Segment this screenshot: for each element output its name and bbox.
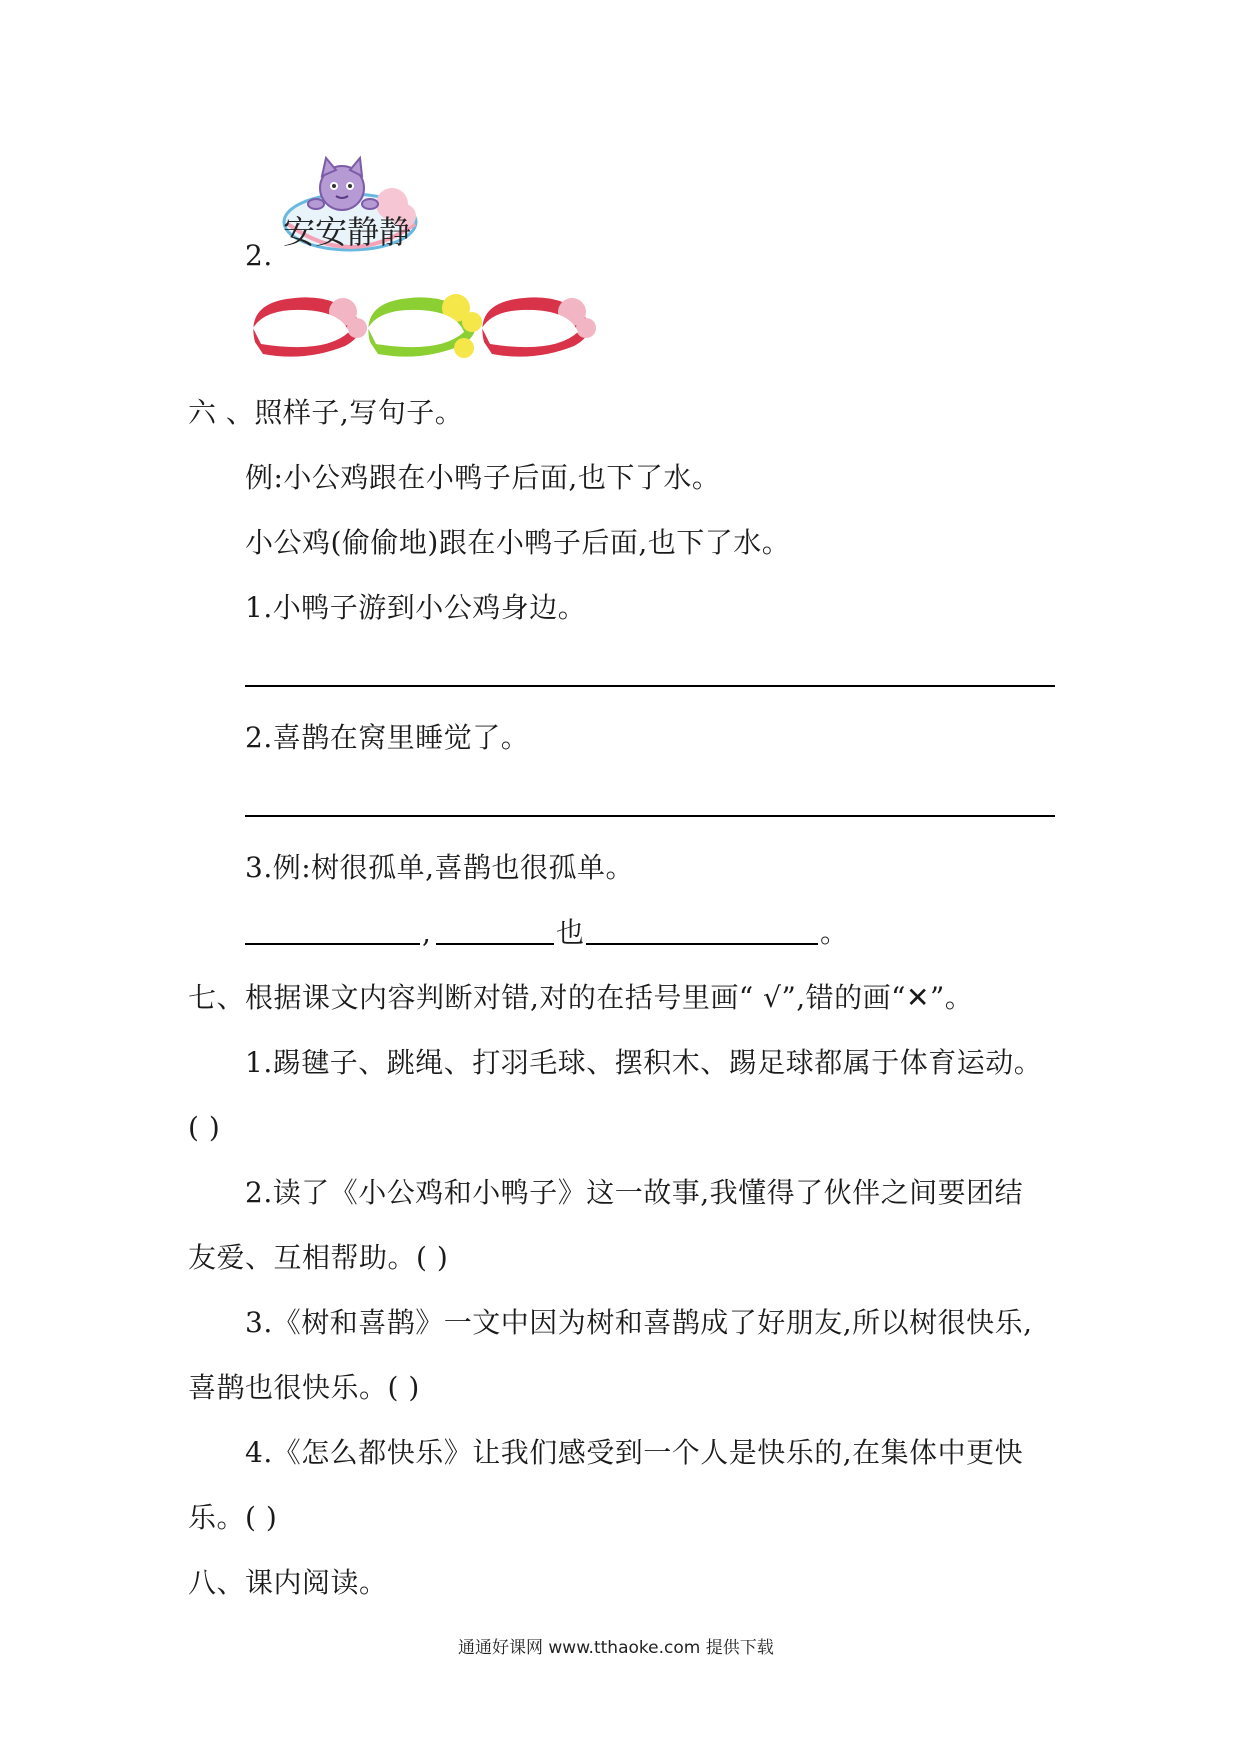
answer-line-1[interactable] bbox=[245, 685, 1055, 687]
fill-blank-1[interactable] bbox=[245, 943, 420, 945]
section-7-item-4-line-1: 4.《怎么都快乐》让我们感受到一个人是快乐的,在集体中更快 bbox=[245, 1436, 1024, 1469]
fill-blank-3[interactable] bbox=[586, 943, 818, 945]
fill-blank-2[interactable] bbox=[436, 943, 554, 945]
question-number-2: 2. bbox=[245, 239, 273, 272]
section-6-example-expanded: 小公鸡(偷偷地)跟在小鸭子后面,也下了水。 bbox=[245, 526, 791, 559]
answer-line-2[interactable] bbox=[245, 815, 1055, 817]
fill-also: 也 bbox=[556, 916, 585, 949]
section-7-item-3-line-1: 3.《树和喜鹊》一文中因为树和喜鹊成了好朋友,所以树很快乐, bbox=[245, 1306, 1033, 1339]
red-cloud-blank-1 bbox=[245, 292, 365, 364]
section-6-example-original: 例:小公鸡跟在小鸭子后面,也下了水。 bbox=[245, 461, 721, 494]
section-7-heading: 七、根据课文内容判断对错,对的在括号里画“ √”,错的画“✕”。 bbox=[188, 981, 974, 1014]
section-6-item-3: 3.例:树很孤单,喜鹊也很孤单。 bbox=[245, 851, 635, 884]
section-7-item-2-line-1: 2.读了《小公鸡和小鸭子》这一故事,我懂得了伙伴之间要团结 bbox=[245, 1176, 1024, 1209]
section-6-item-1: 1.小鸭子游到小公鸡身边。 bbox=[245, 591, 587, 624]
section-7-item-3-line-2[interactable]: 喜鹊也很快乐。( ) bbox=[188, 1371, 420, 1404]
section-6-heading: 六 、照样子,写句子。 bbox=[188, 396, 464, 429]
fill-comma: , bbox=[422, 916, 432, 949]
cat-cloud-word: 安安静静 bbox=[283, 213, 412, 251]
section-7-item-1-line-1: 1.踢毽子、跳绳、打羽毛球、摆积木、踢足球都属于体育运动。 bbox=[245, 1046, 1043, 1079]
green-cloud-blank bbox=[360, 292, 480, 364]
section-7-item-2-line-2[interactable]: 友爱、互相帮助。( ) bbox=[188, 1241, 449, 1274]
section-7-item-4-line-2[interactable]: 乐。( ) bbox=[188, 1501, 278, 1534]
fill-period: 。 bbox=[820, 916, 849, 949]
footer-credit: 通通好课网 www.tthaoke.com 提供下载 bbox=[458, 1638, 774, 1658]
section-6-item-2: 2.喜鹊在窝里睡觉了。 bbox=[245, 721, 530, 754]
section-8-heading: 八、课内阅读。 bbox=[188, 1566, 388, 1599]
red-cloud-blank-2 bbox=[474, 292, 594, 364]
section-7-item-1-line-2[interactable]: ( ) bbox=[188, 1111, 221, 1144]
